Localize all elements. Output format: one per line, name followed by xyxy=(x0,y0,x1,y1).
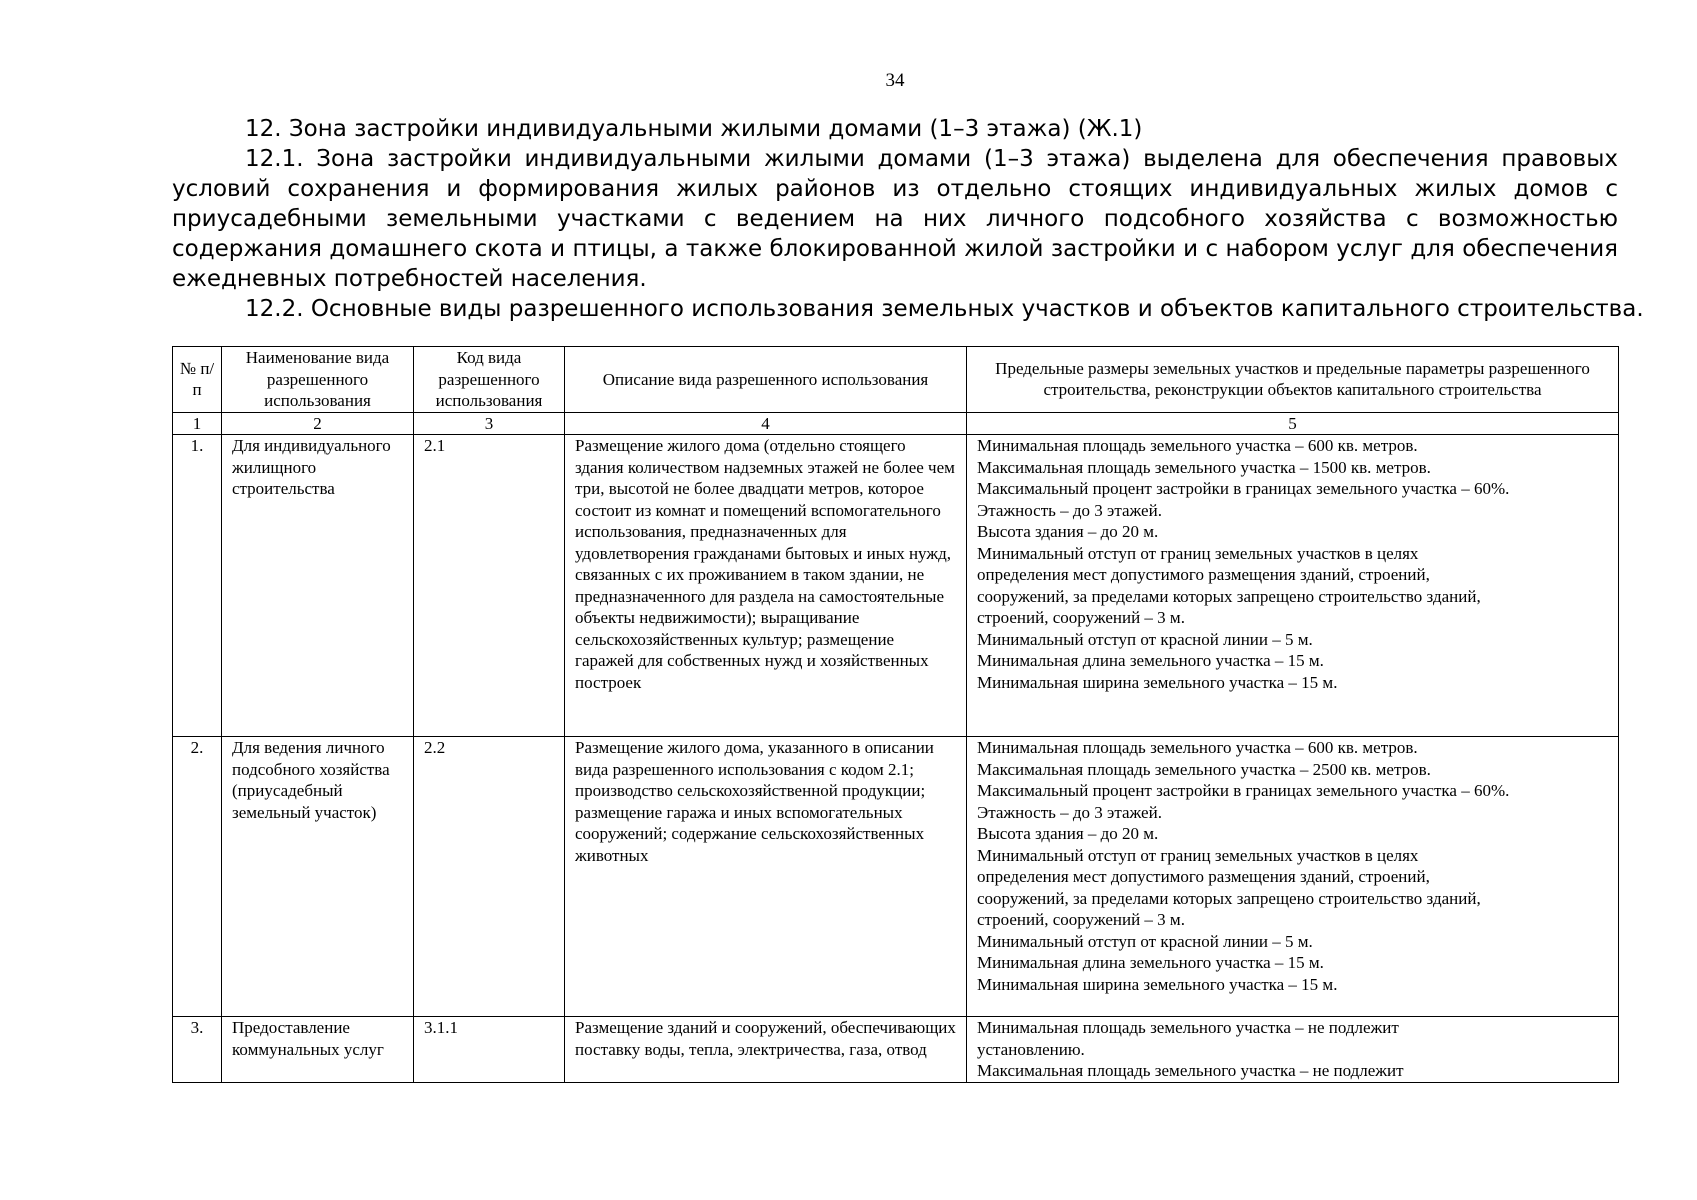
paragraph-12-2: 12.2. Основные виды разрешенного использования земельных участков и объектов капитального строительства. xyxy=(245,296,1644,322)
param-line: Высота здания – до 20 м. xyxy=(977,824,1159,843)
param-line: Максимальная площадь земельного участка – не подлежит xyxy=(977,1061,1404,1080)
param-line: Максимальный процент застройки в границах земельного участка – 60%. xyxy=(977,479,1510,498)
header-params: Предельные размеры земельных участков и предельные параметры разрешенного строительства, реконструкции объектов капитального строительства xyxy=(967,347,1619,413)
param-line: определения мест допустимого размещения зданий, строений, xyxy=(977,565,1430,584)
column-number-row xyxy=(173,412,1619,435)
column-number: 3 xyxy=(414,412,565,435)
table-row xyxy=(173,737,1619,1017)
param-line: Минимальная площадь земельного участка – 600 кв. метров. xyxy=(977,738,1418,757)
row-description: Размещение жилого дома (отдельно стоящего здания количеством надземных этажей не более чем три, высотой не более двадцати метров, которое состоит из комнат и помещений вспомогательного использования, предназначенных для удовлетворения гражданами бытовых и иных нужд, связанных с их проживанием в таком здании, не предназначенного для раздела на самостоятельные объекты недвижимости); выращивание сельскохозяйственных культур; размещение гаражей для собственных нужд и хозяйственных построек xyxy=(565,435,967,737)
row-description: Размещение жилого дома, указанного в описании вида разрешенного использования с кодом 2.1; производство сельскохозяйственной продукции; размещение гаража и иных вспомогательных сооружений; содержание сельскохозяйственных животных xyxy=(565,737,967,1017)
param-line: Этажность – до 3 этажей. xyxy=(977,802,1162,822)
param-line: установлению. xyxy=(977,1039,1085,1059)
header-num: № п/п xyxy=(173,347,222,413)
row-number: 2. xyxy=(173,737,222,1017)
header-code: Код вида разрешенного использования xyxy=(414,347,565,413)
row-name: Для индивидуального жилищного строительства xyxy=(222,435,414,737)
param-line: строений, сооружений – 3 м. xyxy=(977,608,1185,627)
header-description: Описание вида разрешенного использования xyxy=(565,347,967,413)
param-line: Минимальная длина земельного участка – 15 м. xyxy=(977,651,1324,670)
param-line: Минимальная площадь земельного участка – 600 кв. метров. xyxy=(977,436,1418,455)
row-code: 3.1.1 xyxy=(414,1017,565,1083)
row-code: 2.2 xyxy=(414,737,565,1017)
column-number: 4 xyxy=(565,412,967,435)
column-number: 2 xyxy=(222,412,414,435)
paragraph-12-1: 12.1. Зона застройки индивидуальными жилыми домами (1–3 этажа) выделена для обеспечения правовых условий сохранения и формирования жилых районов из отдельно стоящих индивидуальных жилых домов с приусадебными земельными участками с ведением на них личного подсобного хозяйства с возможностью содержания домашнего скота и птицы, а также блокированной жилой застройки и с набором услуг для обеспечения ежедневных потребностей населения. xyxy=(172,146,1618,292)
column-number: 5 xyxy=(967,412,1619,435)
param-line: Максимальная площадь земельного участка – 2500 кв. метров. xyxy=(977,759,1431,779)
row-name: Предоставление коммунальных услуг xyxy=(222,1017,414,1083)
param-line: Минимальный отступ от границ земельных участков в целях xyxy=(977,543,1419,563)
row-number: 1. xyxy=(173,435,222,737)
param-line: Минимальная площадь земельного участка – не подлежит xyxy=(977,1018,1399,1037)
page-number: 34 xyxy=(885,70,905,91)
param-line: сооружений, за пределами которых запрещено строительство зданий, xyxy=(977,586,1481,606)
section-heading: 12. Зона застройки индивидуальными жилыми домами (1–3 этажа) (Ж.1) xyxy=(245,116,1143,142)
param-line: Минимальная ширина земельного участка – 15 м. xyxy=(977,974,1338,994)
param-line: строений, сооружений – 3 м. xyxy=(977,910,1185,929)
row-name: Для ведения личного подсобного хозяйства (приусадебный земельный участок) xyxy=(222,737,414,1017)
param-line: Минимальный отступ от границ земельных участков в целях xyxy=(977,845,1419,865)
row-params xyxy=(967,1017,1619,1083)
param-line: Максимальный процент застройки в границах земельного участка – 60%. xyxy=(977,781,1510,800)
table-row xyxy=(173,435,1619,737)
param-line: Максимальная площадь земельного участка – 1500 кв. метров. xyxy=(977,457,1431,477)
row-params xyxy=(967,435,1619,737)
row-number: 3. xyxy=(173,1017,222,1083)
param-line: Минимальный отступ от красной линии – 5 м. xyxy=(977,629,1313,649)
param-line: определения мест допустимого размещения зданий, строений, xyxy=(977,867,1430,886)
table-header-row xyxy=(173,347,1619,413)
param-line: Минимальный отступ от красной линии – 5 м. xyxy=(977,931,1313,951)
land-use-table xyxy=(172,346,1619,1083)
row-params xyxy=(967,737,1619,1017)
param-line: Этажность – до 3 этажей. xyxy=(977,500,1162,520)
param-line: сооружений, за пределами которых запрещено строительство зданий, xyxy=(977,888,1481,908)
param-line: Минимальная длина земельного участка – 15 м. xyxy=(977,953,1324,972)
param-line: Минимальная ширина земельного участка – 15 м. xyxy=(977,672,1338,692)
table-row xyxy=(173,1017,1619,1083)
row-code: 2.1 xyxy=(414,435,565,737)
header-name: Наименование вида разрешенного использования xyxy=(222,347,414,413)
row-description: Размещение зданий и сооружений, обеспечивающих поставку воды, тепла, электричества, газа, отвод xyxy=(565,1017,967,1083)
intro-text xyxy=(172,114,1644,324)
param-line: Высота здания – до 20 м. xyxy=(977,522,1159,541)
column-number: 1 xyxy=(173,412,222,435)
